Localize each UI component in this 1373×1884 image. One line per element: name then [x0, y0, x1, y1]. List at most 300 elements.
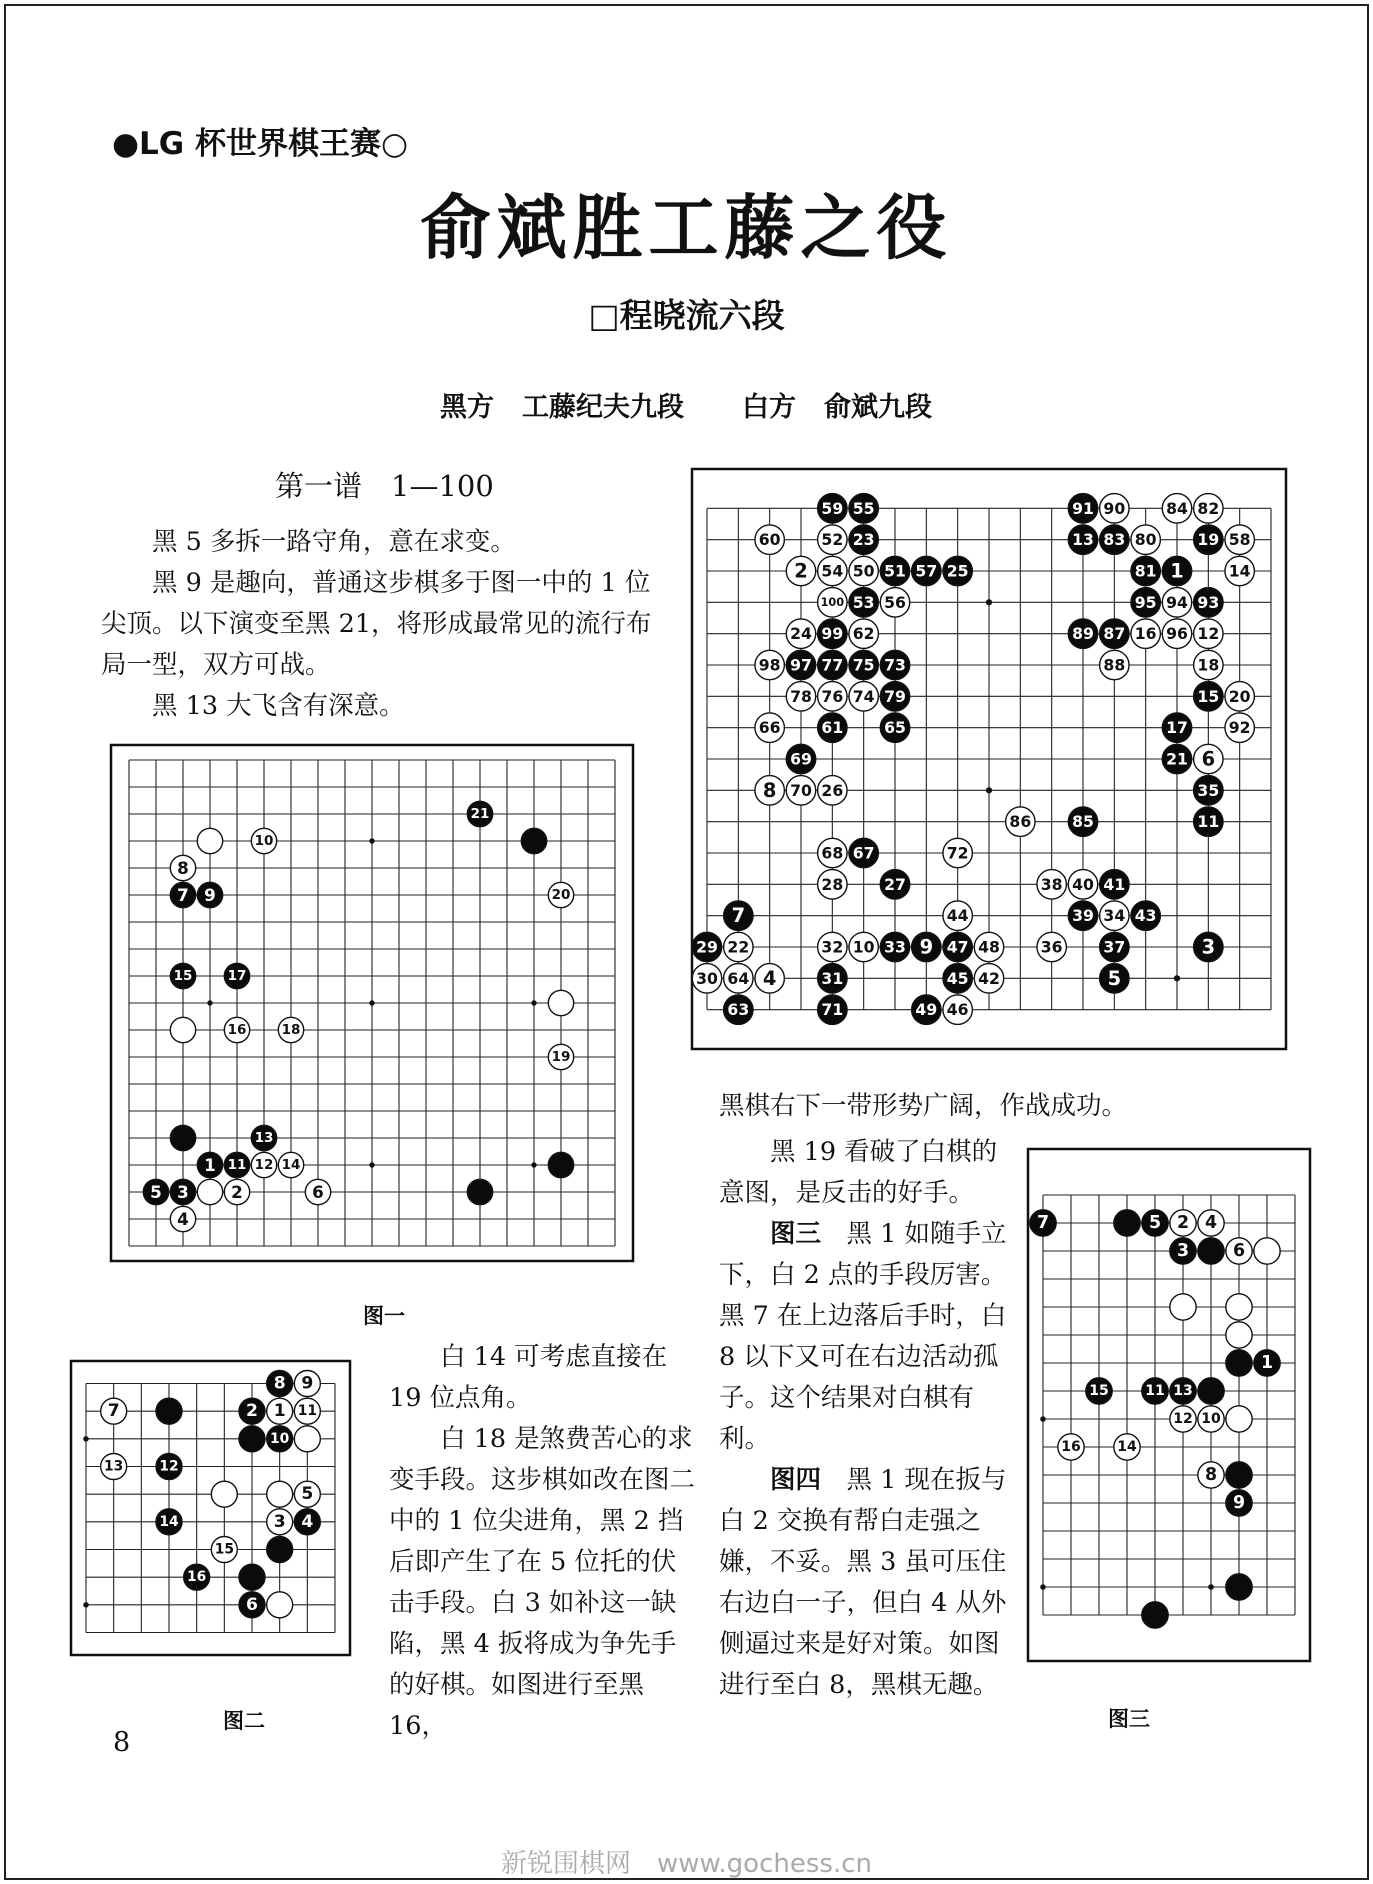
move-number: 10 [270, 1430, 290, 1447]
move-number: 16 [187, 1569, 207, 1586]
white-stone [1162, 619, 1191, 648]
move-number: 93 [1197, 592, 1220, 612]
white-stone [755, 525, 784, 554]
move-number: 33 [884, 937, 906, 957]
white-stone [197, 1179, 222, 1204]
white-stone [1194, 650, 1223, 679]
black-stone [818, 964, 847, 993]
star-point [531, 1000, 536, 1005]
move-number: 2 [231, 1182, 243, 1202]
white-stone [786, 776, 815, 805]
white-stone [974, 932, 1003, 961]
black-stone [943, 964, 972, 993]
move-number: 7 [1036, 1213, 1050, 1233]
move-number: 37 [1103, 937, 1126, 957]
move-number: 15 [1197, 686, 1220, 706]
white-stone [818, 870, 847, 899]
star-point [83, 1602, 89, 1608]
black-stone [1254, 1350, 1280, 1376]
black-stone [1100, 619, 1129, 648]
move-number: 8 [1204, 1465, 1218, 1485]
black-stone [1162, 556, 1191, 585]
black-stone [818, 619, 847, 648]
section-title: 第一谱 1—100 [275, 469, 494, 503]
black-stone [170, 963, 195, 988]
white-stone [1131, 525, 1160, 554]
black-stone [1030, 1210, 1056, 1236]
white-stone [278, 1017, 303, 1042]
move-number: 4 [762, 966, 777, 990]
move-number: 91 [1072, 498, 1094, 518]
paragraph-9-text: 黑 1 现在扳与白 2 交换有帮白走强之嫌，不妥。黑 3 虽可压住右边白一子，但白 4 从外侧逼过来是好对策。如图进行至白 8，黑棋无趣。 [719, 1465, 1007, 1700]
move-number: 90 [1103, 498, 1126, 518]
black-stone [786, 650, 815, 679]
move-number: 30 [696, 968, 718, 988]
move-number: 10 [254, 833, 274, 849]
move-number: 57 [915, 561, 938, 581]
white-stone [880, 588, 909, 617]
white-stone [786, 619, 815, 648]
black-stone [1170, 1378, 1196, 1404]
black-stone [224, 1152, 249, 1177]
author-line: □程晓流六段 [588, 296, 785, 335]
star-point [986, 599, 992, 605]
move-number: 17 [1166, 718, 1188, 738]
star-point [207, 1000, 212, 1005]
move-number: 94 [1166, 592, 1188, 612]
black-stone [1194, 588, 1223, 617]
move-number: 61 [821, 718, 844, 738]
move-number: 22 [727, 937, 750, 957]
black-stone [724, 901, 753, 930]
black-player: 工藤纪夫九段 [522, 392, 684, 423]
move-number: 63 [727, 1000, 750, 1020]
move-number: 12 [159, 1458, 179, 1475]
black-stone [1100, 964, 1129, 993]
white-stone [294, 1398, 320, 1424]
paragraph-8 [719, 1214, 1011, 1460]
black-stone [267, 1536, 293, 1562]
move-number: 2 [1176, 1213, 1190, 1233]
move-number: 41 [1103, 874, 1126, 894]
move-number: 72 [946, 843, 969, 863]
move-number: 9 [204, 885, 216, 905]
move-number: 21 [470, 806, 490, 822]
black-stone [880, 682, 909, 711]
move-number: 81 [1134, 561, 1157, 581]
move-number: 34 [1103, 906, 1126, 926]
move-number: 100 [820, 595, 845, 609]
white-stone [1198, 1406, 1224, 1432]
black-stone [156, 1453, 182, 1479]
black-stone [251, 1125, 276, 1150]
white-stone [818, 682, 847, 711]
black-stone [1226, 1574, 1252, 1600]
move-number: 15 [173, 968, 193, 984]
move-number: 8 [273, 1373, 286, 1394]
white-stone [1226, 1406, 1252, 1432]
move-number: 88 [1103, 655, 1126, 675]
move-number: 6 [1232, 1241, 1246, 1261]
move-number: 1 [1170, 559, 1184, 583]
black-stone [880, 650, 909, 679]
black-stone [943, 932, 972, 961]
white-stone [755, 713, 784, 742]
white-stone [1131, 619, 1160, 648]
paragraph-4: 白 14 可考虑直接在 19 位点角。 [389, 1342, 668, 1413]
paragraph-8-text: 黑 1 如随手立下，白 2 点的手段厉害。黑 7 在上边落后手时，白 8 以下又可在右边活动孤子。这个结果对白棋有利。 [719, 1219, 1007, 1454]
move-number: 9 [1232, 1493, 1246, 1513]
move-number: 8 [762, 778, 777, 802]
white-stone [251, 828, 276, 853]
move-number: 45 [946, 968, 969, 988]
white-stone [170, 1206, 195, 1231]
move-number: 84 [1166, 498, 1188, 518]
black-stone [197, 1152, 222, 1177]
white-stone [849, 619, 878, 648]
move-number: 55 [852, 498, 875, 518]
black-stone [170, 1125, 195, 1150]
black-stone [467, 1179, 492, 1204]
white-stone [818, 932, 847, 961]
black-stone [239, 1398, 265, 1424]
white-stone [294, 1481, 320, 1507]
white-stone [786, 556, 815, 585]
paragraph-7: 黑 19 看破了白棋的意图，是反击的好手。 [719, 1137, 998, 1208]
black-stone [943, 556, 972, 585]
move-number: 51 [884, 561, 906, 581]
move-number: 92 [1228, 718, 1251, 738]
black-stone [224, 963, 249, 988]
white-stone [267, 1481, 293, 1507]
move-number: 65 [884, 718, 906, 738]
move-number: 58 [1228, 530, 1251, 550]
white-stone [548, 1044, 573, 1069]
move-number: 7 [107, 1401, 120, 1422]
star-point [1040, 1416, 1046, 1422]
white-stone [1114, 1434, 1140, 1460]
white-stone [818, 525, 847, 554]
white-stone [1037, 870, 1066, 899]
move-number: 10 [1201, 1411, 1221, 1427]
white-stone [1037, 932, 1066, 961]
black-stone [1226, 1490, 1252, 1516]
move-number: 6 [1201, 747, 1216, 771]
white-stone [755, 650, 784, 679]
move-number: 3 [1201, 935, 1216, 959]
black-stone [1162, 713, 1191, 742]
white-stone [1194, 494, 1223, 523]
white-stone [974, 964, 1003, 993]
white-stone [211, 1536, 237, 1562]
black-stone [1100, 932, 1129, 961]
white-stone [849, 932, 878, 961]
black-stone [1194, 525, 1223, 554]
move-number: 7 [731, 904, 746, 928]
move-number: 49 [915, 1000, 938, 1020]
white-stone [943, 901, 972, 930]
black-stone [912, 556, 941, 585]
white-stone [849, 556, 878, 585]
move-number: 4 [1204, 1213, 1218, 1233]
move-number: 76 [821, 686, 844, 706]
move-number: 10 [852, 937, 875, 957]
move-number: 13 [104, 1458, 124, 1475]
page-number: 8 [113, 1727, 131, 1758]
white-stone [943, 838, 972, 867]
black-stone [1068, 901, 1097, 930]
white-stone [278, 1152, 303, 1177]
black-stone [156, 1398, 182, 1424]
white-stone [1225, 556, 1254, 585]
black-stone [184, 1564, 210, 1590]
move-number: 13 [254, 1130, 274, 1146]
black-stone [170, 1179, 195, 1204]
white-stone [818, 776, 847, 805]
paragraph-1: 黑 5 多拆一路守角，意在求变。 [152, 527, 516, 557]
go-board-figure-3 [1025, 1146, 1313, 1664]
black-stone [1142, 1210, 1168, 1236]
white-stone [1198, 1210, 1224, 1236]
move-number: 18 [281, 1022, 301, 1038]
move-number: 73 [884, 655, 906, 675]
move-number: 2 [794, 559, 808, 583]
black-stone [1226, 1350, 1252, 1376]
move-number: 40 [1072, 874, 1094, 894]
move-number: 31 [821, 968, 844, 988]
move-number: 9 [301, 1373, 314, 1394]
move-number: 53 [852, 592, 875, 612]
black-stone [1100, 525, 1129, 554]
paragraph-2: 黑 9 是趣向，普通这步棋多于图一中的 1 位尖顶。以下演变至黑 21，将形成最常见的流行布局一型，双方可战。 [101, 568, 652, 680]
move-number: 4 [177, 1209, 189, 1229]
white-stone [1100, 494, 1129, 523]
move-number: 6 [246, 1594, 258, 1615]
move-number: 48 [978, 937, 1000, 957]
move-number: 14 [1117, 1439, 1137, 1455]
black-stone [1142, 1602, 1168, 1628]
white-stone [294, 1426, 320, 1452]
black-stone [170, 882, 195, 907]
move-number: 96 [1166, 624, 1188, 644]
paragraph-9-label: 图四 [770, 1465, 822, 1495]
move-number: 20 [551, 887, 571, 903]
players-line [440, 385, 960, 424]
black-stone [1198, 1378, 1224, 1404]
white-stone [755, 964, 784, 993]
white-stone [548, 882, 573, 907]
star-point [83, 1436, 89, 1442]
move-number: 75 [852, 655, 875, 675]
white-stone [1058, 1434, 1084, 1460]
black-label: 黑方 [440, 392, 494, 423]
move-number: 69 [790, 749, 812, 769]
white-stone [267, 1398, 293, 1424]
white-stone [849, 682, 878, 711]
black-stone [849, 525, 878, 554]
white-stone [1068, 870, 1097, 899]
star-point [531, 1162, 536, 1167]
black-stone [1131, 588, 1160, 617]
move-number: 21 [1166, 749, 1188, 769]
white-stone [755, 776, 784, 805]
star-point [369, 1000, 374, 1005]
black-stone [267, 1426, 293, 1452]
move-number: 7 [177, 885, 189, 905]
watermark-footer: 新锐围棋网 www.gochess.cn [501, 1849, 872, 1879]
go-board-figure-1 [108, 742, 636, 1264]
star-point [986, 787, 992, 793]
caption-figure-2: 图二 [223, 1709, 265, 1733]
move-number: 2 [246, 1401, 258, 1422]
move-number: 14 [281, 1157, 301, 1173]
paragraph-3: 黑 13 大飞含有深意。 [152, 691, 405, 721]
black-stone [156, 1509, 182, 1535]
black-stone [912, 995, 941, 1024]
white-stone [294, 1370, 320, 1396]
move-number: 13 [1072, 530, 1094, 550]
white-stone [1100, 901, 1129, 930]
move-number: 70 [790, 780, 812, 800]
star-point [1208, 1584, 1214, 1590]
move-number: 43 [1134, 906, 1157, 926]
move-number: 46 [946, 1000, 969, 1020]
move-number: 1 [1260, 1353, 1274, 1373]
move-number: 3 [1176, 1241, 1190, 1261]
black-stone [849, 650, 878, 679]
white-stone [818, 556, 847, 585]
white-stone [1194, 619, 1223, 648]
white-stone [818, 838, 847, 867]
white-stone [101, 1398, 127, 1424]
move-number: 68 [821, 843, 844, 863]
move-number: 60 [758, 530, 781, 550]
paragraph-5: 白 18 是煞费苦心的求变手段。这步棋如改在图二中的 1 位尖进角，黑 2 挡后即产生了在 5 位托的伏击手段。白 3 如补这一缺陷，黑 4 扳将成为争先手的好棋。如图进行至黑 16， [389, 1424, 696, 1741]
move-number: 86 [1009, 812, 1032, 832]
white-stone [224, 1017, 249, 1042]
star-point [369, 838, 374, 843]
move-number: 98 [758, 655, 781, 675]
white-stone [1226, 1294, 1252, 1320]
move-number: 59 [821, 498, 844, 518]
move-number: 6 [312, 1182, 324, 1202]
move-number: 71 [821, 1000, 844, 1020]
white-stone [786, 682, 815, 711]
move-number: 56 [884, 592, 906, 612]
move-number: 27 [884, 874, 906, 894]
black-stone [467, 801, 492, 826]
black-stone [1142, 1378, 1168, 1404]
white-stone [1194, 744, 1223, 773]
white-stone [267, 1592, 293, 1618]
move-number: 12 [254, 1157, 274, 1173]
black-stone [818, 995, 847, 1024]
black-stone [1068, 494, 1097, 523]
white-stone [170, 855, 195, 880]
white-stone [724, 932, 753, 961]
black-stone [143, 1179, 168, 1204]
move-number: 83 [1103, 530, 1126, 550]
black-stone [1100, 870, 1129, 899]
black-stone [1194, 932, 1223, 961]
move-number: 28 [821, 874, 844, 894]
move-number: 14 [159, 1513, 179, 1530]
caption-figure-3: 图三 [1108, 1707, 1150, 1731]
black-stone [1131, 901, 1160, 930]
white-stone [1254, 1238, 1280, 1264]
black-stone [692, 932, 721, 961]
white-stone [305, 1179, 330, 1204]
star-point [1174, 975, 1180, 981]
move-number: 8 [177, 858, 189, 878]
black-stone [1086, 1378, 1112, 1404]
black-stone [267, 1370, 293, 1396]
star-point [1040, 1584, 1046, 1590]
move-number: 89 [1072, 624, 1094, 644]
go-board-figure-2 [68, 1358, 353, 1658]
move-number: 12 [1173, 1411, 1193, 1427]
black-stone [294, 1509, 320, 1535]
white-stone [692, 964, 721, 993]
board-border [1028, 1149, 1310, 1661]
move-number: 35 [1197, 780, 1220, 800]
move-number: 1 [204, 1155, 216, 1175]
move-number: 16 [1134, 624, 1157, 644]
black-stone [1131, 556, 1160, 585]
white-label: 白方 [742, 392, 796, 423]
move-number: 5 [150, 1182, 162, 1202]
move-number: 5 [301, 1484, 314, 1505]
move-number: 23 [852, 530, 875, 550]
move-number: 32 [821, 937, 844, 957]
black-stone [239, 1564, 265, 1590]
black-stone [1114, 1210, 1140, 1236]
black-stone [1198, 1238, 1224, 1264]
move-number: 3 [273, 1511, 286, 1532]
black-stone [1194, 776, 1223, 805]
white-stone [1170, 1210, 1196, 1236]
white-player: 俞斌九段 [824, 392, 932, 423]
move-number: 11 [227, 1157, 247, 1173]
white-stone [224, 1179, 249, 1204]
move-number: 26 [821, 780, 844, 800]
move-number: 15 [1089, 1383, 1109, 1399]
move-number: 5 [1148, 1213, 1162, 1233]
black-stone [548, 1152, 573, 1177]
black-stone [239, 1426, 265, 1452]
white-stone [724, 964, 753, 993]
move-number: 11 [297, 1403, 317, 1420]
white-stone [1198, 1462, 1224, 1488]
white-stone [1226, 1238, 1252, 1264]
series-title: ●LG 杯世界棋王赛○ [112, 126, 409, 162]
move-number: 36 [1040, 937, 1063, 957]
white-stone [1100, 650, 1129, 679]
move-number: 13 [1173, 1383, 1193, 1399]
move-number: 66 [758, 718, 781, 738]
move-number: 54 [821, 561, 844, 581]
white-stone [818, 588, 847, 617]
black-stone [1194, 807, 1223, 836]
black-stone [912, 932, 941, 961]
move-number: 3 [177, 1182, 189, 1202]
black-stone [1162, 744, 1191, 773]
white-stone [251, 1152, 276, 1177]
move-number: 74 [852, 686, 875, 706]
white-stone [211, 1481, 237, 1507]
black-stone [197, 882, 222, 907]
move-number: 47 [946, 937, 969, 957]
